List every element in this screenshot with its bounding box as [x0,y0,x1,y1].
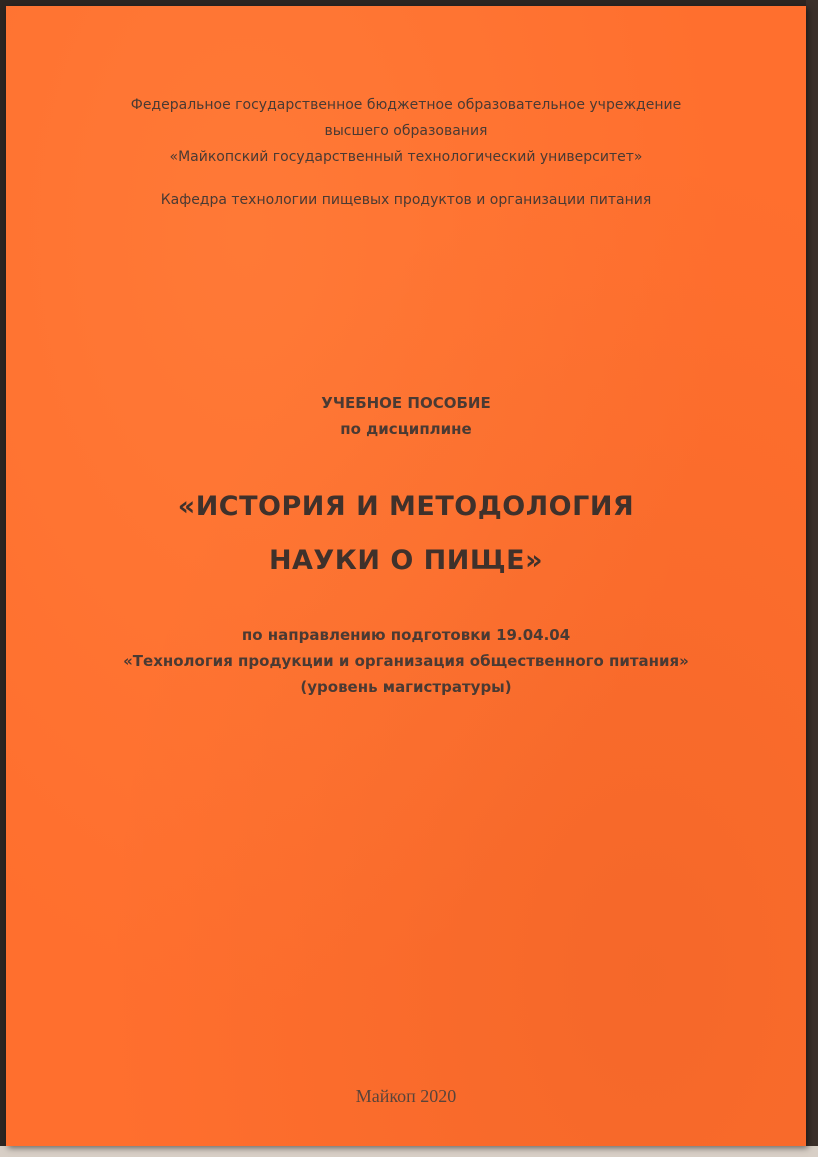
imprint-city-year: Майкоп 2020 [355,1086,457,1106]
book-title-line-1: «ИСТОРИЯ И МЕТОДОЛОГИЯ [177,491,635,522]
book-spine [806,0,818,1157]
publication-type-label: УЧЕБНОЕ ПОСОБИЕ [321,394,491,412]
direction-line-3: (уровень магистратуры) [300,678,512,696]
direction-line-2: «Технология продукции и организация общественного питания» [123,652,689,670]
institution-line-1: Федеральное государственное бюджетное образовательное учреждение [130,97,682,113]
direction-line-1: по направлению подготовки 19.04.04 [241,626,571,644]
publication-type [6,390,806,442]
book-title [6,480,806,588]
publication-subtitle: по дисциплине [340,420,472,438]
institution-line-2: высшего образования [324,123,488,139]
institution-header [6,92,806,170]
book-cover [6,6,806,1146]
page-edge [0,1146,818,1157]
institution-line-3: «Майкопский государственный технологический университет» [169,149,643,165]
book-title-line-2: НАУКИ О ПИЩЕ» [268,545,544,576]
department-name: Кафедра технологии пищевых продуктов и организации питания [160,192,652,208]
study-direction [6,622,806,700]
